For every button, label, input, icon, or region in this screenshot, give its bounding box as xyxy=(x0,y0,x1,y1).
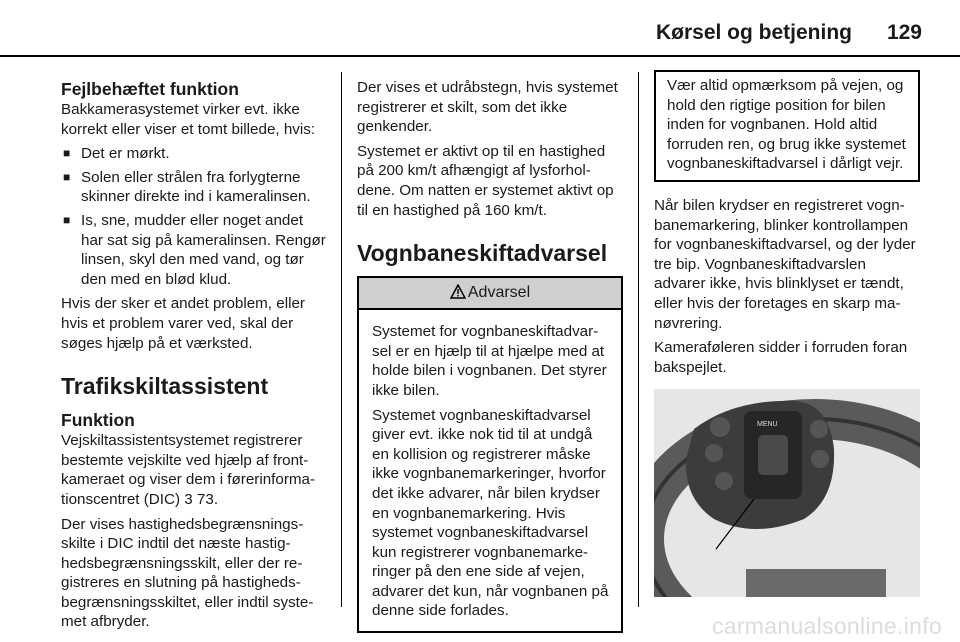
paragraph: Der vises hastighedsbegrænsningsskilte i DIC indtil det næste hastighedsbegrænsningsskilt, eller der registreres en slutning på hastighedsbegrænsningsskiltet, eller indtil systemet afbryder. xyxy=(61,515,314,631)
list-item: ■ Is, sne, mudder eller noget andet har sat sig på kameralinsen. Rengør linsen, skyl den med vand, og tør den med en blød klud. xyxy=(61,211,327,289)
column-divider xyxy=(341,72,342,607)
list-item: ■ Solen eller strålen fra forlygterne skinner direkte ind i kameralinsen. xyxy=(61,168,327,207)
paragraph: Systemet for vognbaneskiftadvarsel er en hjælp til at hjælpe med at holde bilen i vognbanen. Det styrer ikke bilen. xyxy=(372,323,607,399)
paragraph: Der vises et udråbstegn, hvis systemet registrerer et skilt, som det ikke genkender. xyxy=(357,79,618,136)
note-box xyxy=(654,70,920,182)
watermark: carmanualsonline.info xyxy=(711,613,942,639)
paragraph: Systemet er aktivt op til en hastighed på 200 km/t afhængigt af lysforholdene. Om natten er systemet aktivt op til en hastighed på 160 km/t. xyxy=(357,142,614,219)
paragraph: Hvis der sker et andet problem, eller hvis et problem varer ved, skal der søges hjælp på et værksted. xyxy=(61,295,305,352)
warning-box xyxy=(357,276,623,633)
paragraph: Når bilen krydser en registreret vognbanemarkering, blinker kontrollampen for vognbaneskiftadvarsel, og der lyder tre bip. Vognbaneskiftadvarslen advarer ikke, hvis blinklyset er tændt, eller hvis der foretages en skarp manøvrering. xyxy=(654,196,916,332)
column-divider xyxy=(638,72,639,607)
column-1 xyxy=(61,78,327,637)
paragraph: Vejskiltassistentsystemet registrerer bestemte vejskilte ved hjælp af frontkameraet og viser dem i førerinformationscentret (DIC) 3 73. xyxy=(61,432,316,508)
section-title-traffic-sign-assistant: Trafikskiltassistent xyxy=(61,373,269,400)
steering-wheel-illustration xyxy=(654,389,920,597)
heading-malfunction: Fejlbehæftet funktion xyxy=(61,79,239,99)
page-reference-icon: 3 xyxy=(184,490,193,508)
column-2 xyxy=(357,78,623,633)
paragraph: Kameraføleren sidder i forruden foran bakspejlet. xyxy=(654,339,908,376)
section-title-lane-departure-warning: Vognbaneskiftadvarsel xyxy=(357,240,608,267)
paragraph: Systemet vognbaneskiftadvarsel giver evt. ikke nok tid til at undgå en kollision og registrerer måske ikke vognbanemarkeringer, hvorfor det ikke advarer, når bilen krydser en vognbanemarkering. Hvis systemet vognbaneskiftadvarsel kun registrerer vognbanemarkeringer på den ene side af vejen, advarer det kun, når vognbanen på denne side forlades. xyxy=(372,406,609,620)
note-text: Vær altid opmærksom på vejen, og hold den rigtige position for bilen inden for vognbanen. Hold altid forruden ren, og brug ikke systemet vognbaneskiftadvarsel i dårligt vejr. xyxy=(667,77,906,173)
warning-header xyxy=(359,278,621,310)
bullet-list xyxy=(61,144,327,289)
header-rule xyxy=(0,55,960,57)
warning-triangle-icon xyxy=(450,280,466,310)
running-header-title: Kørsel og betjening xyxy=(655,21,852,44)
heading-function: Funktion xyxy=(61,410,135,431)
page-reference[interactable]: 73. xyxy=(192,490,219,508)
warning-body xyxy=(359,310,621,631)
intro-paragraph: Bakkamerasystemet virker evt. ikke korrekt eller viser et tomt billede, hvis: xyxy=(61,101,316,138)
photo-button-label: MENU xyxy=(757,421,778,429)
list-item: ■ Det er mørkt. xyxy=(61,144,327,164)
column-3 xyxy=(654,78,920,597)
steering-wheel-photo xyxy=(654,389,920,597)
page-number: 129 xyxy=(886,21,922,44)
warning-label: Advarsel xyxy=(467,284,531,302)
